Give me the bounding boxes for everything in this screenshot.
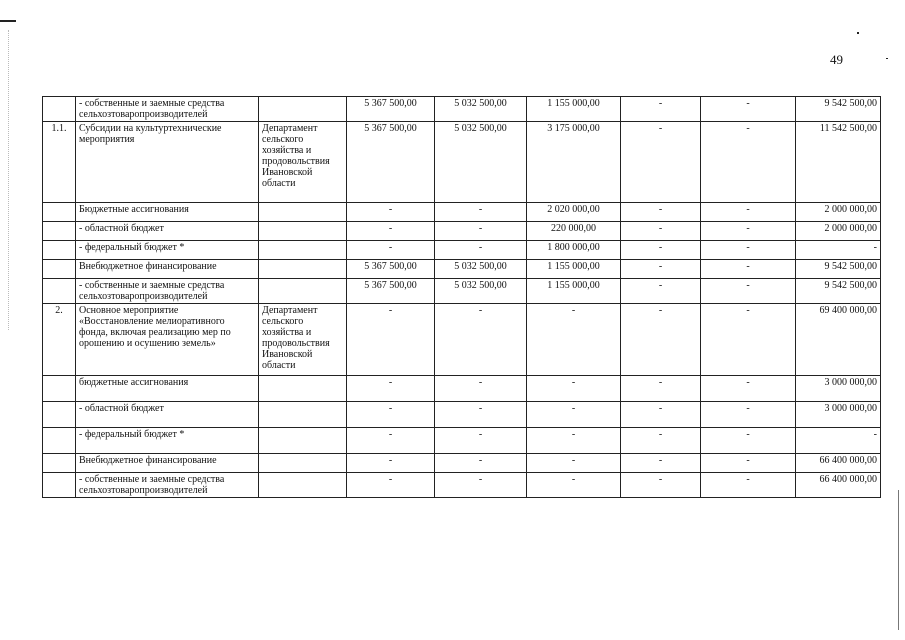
row-value-5: - bbox=[701, 260, 796, 279]
row-name: - собственные и заемные средства сельхозтоваропроизводителей bbox=[76, 473, 259, 498]
row-value-3: 1 800 000,00 bbox=[527, 241, 621, 260]
row-value-3: 1 155 000,00 bbox=[527, 279, 621, 304]
scan-speck bbox=[857, 32, 859, 34]
budget-table bbox=[42, 96, 881, 498]
row-value-2: - bbox=[435, 402, 527, 428]
row-number: 2. bbox=[43, 304, 76, 376]
row-number bbox=[43, 473, 76, 498]
row-executor: Департамент сельского хозяйства и продовольствия Ивановской области bbox=[259, 122, 347, 203]
table-row bbox=[43, 428, 881, 454]
row-value-3: - bbox=[527, 454, 621, 473]
row-value-1: - bbox=[347, 241, 435, 260]
table-row bbox=[43, 97, 881, 122]
row-value-3: - bbox=[527, 304, 621, 376]
row-number bbox=[43, 428, 76, 454]
row-value-3: 2 020 000,00 bbox=[527, 203, 621, 222]
scan-speck bbox=[886, 58, 888, 59]
table-row bbox=[43, 376, 881, 402]
table-row bbox=[43, 402, 881, 428]
row-total: 66 400 000,00 bbox=[796, 473, 881, 498]
row-total: 9 542 500,00 bbox=[796, 279, 881, 304]
table-row bbox=[43, 203, 881, 222]
row-value-2: - bbox=[435, 428, 527, 454]
row-value-3: 3 175 000,00 bbox=[527, 122, 621, 203]
row-value-2: - bbox=[435, 304, 527, 376]
row-name: бюджетные ассигнования bbox=[76, 376, 259, 402]
row-executor bbox=[259, 279, 347, 304]
row-total: 9 542 500,00 bbox=[796, 97, 881, 122]
row-value-4: - bbox=[621, 402, 701, 428]
row-total: 9 542 500,00 bbox=[796, 260, 881, 279]
row-number bbox=[43, 402, 76, 428]
row-number bbox=[43, 241, 76, 260]
row-value-2: - bbox=[435, 473, 527, 498]
row-executor bbox=[259, 454, 347, 473]
page-number: 49 bbox=[830, 52, 843, 67]
row-value-5: - bbox=[701, 241, 796, 260]
row-number bbox=[43, 376, 76, 402]
row-value-2: - bbox=[435, 241, 527, 260]
row-value-5: - bbox=[701, 376, 796, 402]
row-value-5: - bbox=[701, 473, 796, 498]
row-number bbox=[43, 97, 76, 122]
row-executor bbox=[259, 222, 347, 241]
row-total: - bbox=[796, 241, 881, 260]
row-executor bbox=[259, 473, 347, 498]
row-name: Внебюджетное финансирование bbox=[76, 260, 259, 279]
row-total: 2 000 000,00 bbox=[796, 203, 881, 222]
row-value-5: - bbox=[701, 203, 796, 222]
row-name: - областной бюджет bbox=[76, 222, 259, 241]
row-value-4: - bbox=[621, 241, 701, 260]
row-value-4: - bbox=[621, 203, 701, 222]
row-executor bbox=[259, 203, 347, 222]
row-value-1: 5 367 500,00 bbox=[347, 260, 435, 279]
row-value-3: - bbox=[527, 473, 621, 498]
row-number bbox=[43, 454, 76, 473]
row-name: Бюджетные ассигнования bbox=[76, 203, 259, 222]
row-value-5: - bbox=[701, 304, 796, 376]
row-value-5: - bbox=[701, 222, 796, 241]
row-value-1: 5 367 500,00 bbox=[347, 122, 435, 203]
table-row bbox=[43, 473, 881, 498]
row-value-1: - bbox=[347, 222, 435, 241]
row-value-4: - bbox=[621, 454, 701, 473]
row-value-1: - bbox=[347, 376, 435, 402]
table-row bbox=[43, 279, 881, 304]
row-value-2: - bbox=[435, 222, 527, 241]
table-row bbox=[43, 454, 881, 473]
row-name: - федеральный бюджет * bbox=[76, 241, 259, 260]
row-value-5: - bbox=[701, 428, 796, 454]
row-executor bbox=[259, 97, 347, 122]
row-value-5: - bbox=[701, 97, 796, 122]
row-value-2: - bbox=[435, 203, 527, 222]
row-value-4: - bbox=[621, 260, 701, 279]
row-executor bbox=[259, 402, 347, 428]
row-value-3: 1 155 000,00 bbox=[527, 260, 621, 279]
row-value-3: 1 155 000,00 bbox=[527, 97, 621, 122]
row-total: - bbox=[796, 428, 881, 454]
row-value-2: - bbox=[435, 376, 527, 402]
row-name: - собственные и заемные средства сельхозтоваропроизводителей bbox=[76, 279, 259, 304]
row-executor: Департамент сельского хозяйства и продовольствия Ивановской области bbox=[259, 304, 347, 376]
table-row bbox=[43, 304, 881, 376]
row-value-3: - bbox=[527, 428, 621, 454]
row-value-1: - bbox=[347, 428, 435, 454]
row-value-4: - bbox=[621, 376, 701, 402]
row-value-1: 5 367 500,00 bbox=[347, 279, 435, 304]
row-name: Основное мероприятие «Восстановление мелиоративного фонда, включая реализацию мер по орошению и осушению земель» bbox=[76, 304, 259, 376]
row-name: Внебюджетное финансирование bbox=[76, 454, 259, 473]
row-value-2: 5 032 500,00 bbox=[435, 279, 527, 304]
row-number bbox=[43, 203, 76, 222]
row-value-5: - bbox=[701, 402, 796, 428]
row-value-2: 5 032 500,00 bbox=[435, 97, 527, 122]
scan-mark-dash bbox=[0, 20, 16, 22]
row-name: Субсидии на культуртехнические мероприятия bbox=[76, 122, 259, 203]
row-total: 3 000 000,00 bbox=[796, 402, 881, 428]
row-value-1: - bbox=[347, 304, 435, 376]
row-value-4: - bbox=[621, 428, 701, 454]
row-total: 3 000 000,00 bbox=[796, 376, 881, 402]
row-value-5: - bbox=[701, 454, 796, 473]
row-executor bbox=[259, 241, 347, 260]
table-row bbox=[43, 222, 881, 241]
row-number: 1.1. bbox=[43, 122, 76, 203]
row-executor bbox=[259, 376, 347, 402]
table-row bbox=[43, 122, 881, 203]
row-value-4: - bbox=[621, 304, 701, 376]
row-value-4: - bbox=[621, 97, 701, 122]
row-total: 69 400 000,00 bbox=[796, 304, 881, 376]
row-value-1: - bbox=[347, 454, 435, 473]
row-number bbox=[43, 222, 76, 241]
row-value-2: - bbox=[435, 454, 527, 473]
row-value-3: - bbox=[527, 376, 621, 402]
row-value-4: - bbox=[621, 473, 701, 498]
row-total: 11 542 500,00 bbox=[796, 122, 881, 203]
row-value-1: - bbox=[347, 473, 435, 498]
row-name: - областной бюджет bbox=[76, 402, 259, 428]
row-number bbox=[43, 279, 76, 304]
row-value-1: - bbox=[347, 203, 435, 222]
table-row bbox=[43, 260, 881, 279]
row-total: 2 000 000,00 bbox=[796, 222, 881, 241]
row-total: 66 400 000,00 bbox=[796, 454, 881, 473]
row-executor bbox=[259, 428, 347, 454]
row-value-4: - bbox=[621, 222, 701, 241]
row-value-2: 5 032 500,00 bbox=[435, 260, 527, 279]
row-value-2: 5 032 500,00 bbox=[435, 122, 527, 203]
row-number bbox=[43, 260, 76, 279]
row-value-1: 5 367 500,00 bbox=[347, 97, 435, 122]
row-value-5: - bbox=[701, 122, 796, 203]
table-row bbox=[43, 241, 881, 260]
row-value-3: 220 000,00 bbox=[527, 222, 621, 241]
row-name: - собственные и заемные средства сельхозтоваропроизводителей bbox=[76, 97, 259, 122]
row-value-4: - bbox=[621, 279, 701, 304]
scan-left-margin-dots bbox=[8, 30, 9, 330]
scan-right-edge-line bbox=[898, 490, 899, 630]
row-name: - федеральный бюджет * bbox=[76, 428, 259, 454]
row-executor bbox=[259, 260, 347, 279]
row-value-4: - bbox=[621, 122, 701, 203]
row-value-1: - bbox=[347, 402, 435, 428]
row-value-3: - bbox=[527, 402, 621, 428]
row-value-5: - bbox=[701, 279, 796, 304]
